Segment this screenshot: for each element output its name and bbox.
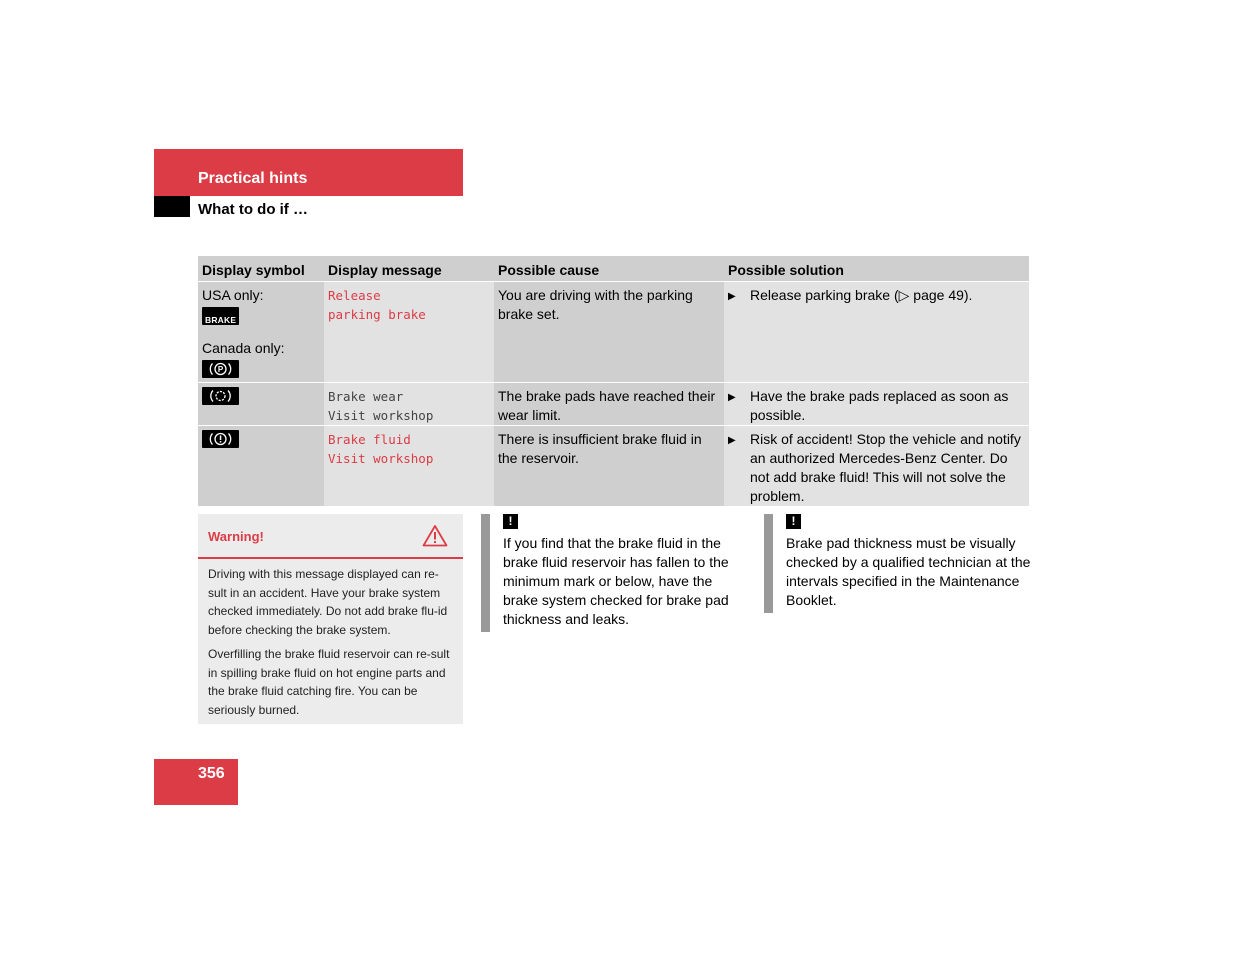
cell-possible-solution — [724, 281, 1029, 382]
page-number-tab — [154, 759, 238, 805]
subsection-title: What to do if … — [198, 201, 308, 218]
bullet-arrow-icon: ▶ — [728, 435, 736, 446]
message-line: Brake wear — [328, 389, 404, 404]
exclamation-icon: ! — [503, 514, 518, 529]
note-side-bar — [481, 514, 490, 632]
parking-brake-icon — [202, 360, 239, 378]
cell-possible-cause: The brake pads have reached their wear limit. — [494, 382, 724, 425]
cell-possible-cause: There is insufficient brake fluid in the reservoir. — [494, 425, 724, 506]
message-line: Brake fluid — [328, 432, 411, 447]
brake-fluid-icon — [202, 430, 239, 448]
message-line: Visit workshop — [328, 408, 434, 423]
warning-paragraph: Driving with this message displayed can re-sult in an accident. Have your brake system checked immediately. Do not add brake flu-id before checking the brake system. — [208, 567, 448, 637]
column-header-display-symbol: Display symbol — [198, 256, 324, 281]
brake-text-icon — [202, 307, 239, 325]
column-header-possible-solution: Possible solution — [724, 256, 1029, 281]
warning-box — [198, 514, 463, 724]
note-side-bar — [764, 514, 773, 613]
cell-display-symbol — [198, 382, 324, 425]
cell-display-symbol — [198, 281, 324, 382]
table-row — [198, 382, 1029, 425]
cell-possible-solution — [724, 382, 1029, 425]
table-row — [198, 281, 1029, 382]
page-number: 356 — [198, 765, 225, 782]
note-text: Brake pad thickness must be visually checked by a qualified technician at the intervals specified in the Maintenance Booklet. — [786, 535, 1031, 608]
solution-text: Have the brake pads replaced as soon as possible. — [750, 388, 1009, 423]
bullet-arrow-icon: ▶ — [728, 291, 736, 302]
note-text: If you find that the brake fluid in the brake fluid reservoir has fallen to the minimum mark or below, have the brake system checked for brake pad thickness and leaks. — [503, 535, 729, 627]
message-line: parking brake — [328, 307, 426, 322]
warning-paragraph: Overfilling the brake fluid reservoir can re-sult in spilling brake fluid on hot engine parts and the brake fluid catching fire. You can be seriously burned. — [208, 647, 450, 717]
cell-display-symbol — [198, 425, 324, 506]
warning-header — [198, 514, 463, 559]
symbol-label-usa: USA only: — [202, 287, 264, 303]
brake-icon-text: BRAKE — [205, 315, 237, 325]
exclamation-icon: ! — [786, 514, 801, 529]
note-box — [481, 514, 751, 634]
solution-text: Release parking brake (▷ page 49). — [750, 287, 973, 303]
section-title: Practical hints — [198, 170, 308, 187]
symbol-label-canada: Canada only: — [202, 340, 285, 356]
cell-possible-solution — [724, 425, 1029, 506]
display-messages-table — [198, 256, 1029, 506]
warning-title: Warning! — [208, 529, 264, 544]
cell-display-message — [324, 425, 494, 506]
table-header-row — [198, 256, 1029, 281]
column-header-display-message: Display message — [324, 256, 494, 281]
svg-text:P: P — [217, 365, 224, 374]
message-line: Release — [328, 288, 381, 303]
cell-display-message — [324, 281, 494, 382]
message-line: Visit workshop — [328, 451, 434, 466]
brake-wear-icon — [202, 387, 239, 405]
note-box — [764, 514, 1034, 614]
cell-display-message — [324, 382, 494, 425]
bullet-arrow-icon: ▶ — [728, 392, 736, 403]
warning-body — [198, 559, 463, 719]
subsection-tab-marker — [154, 196, 190, 217]
warning-triangle-icon — [422, 524, 448, 552]
table-row — [198, 425, 1029, 506]
solution-text: Risk of accident! Stop the vehicle and notify an authorized Mercedes-Benz Center. Do not add brake fluid! This will not solve the problem. — [750, 431, 1021, 504]
cell-possible-cause: You are driving with the parking brake set. — [494, 281, 724, 382]
column-header-possible-cause: Possible cause — [494, 256, 724, 281]
